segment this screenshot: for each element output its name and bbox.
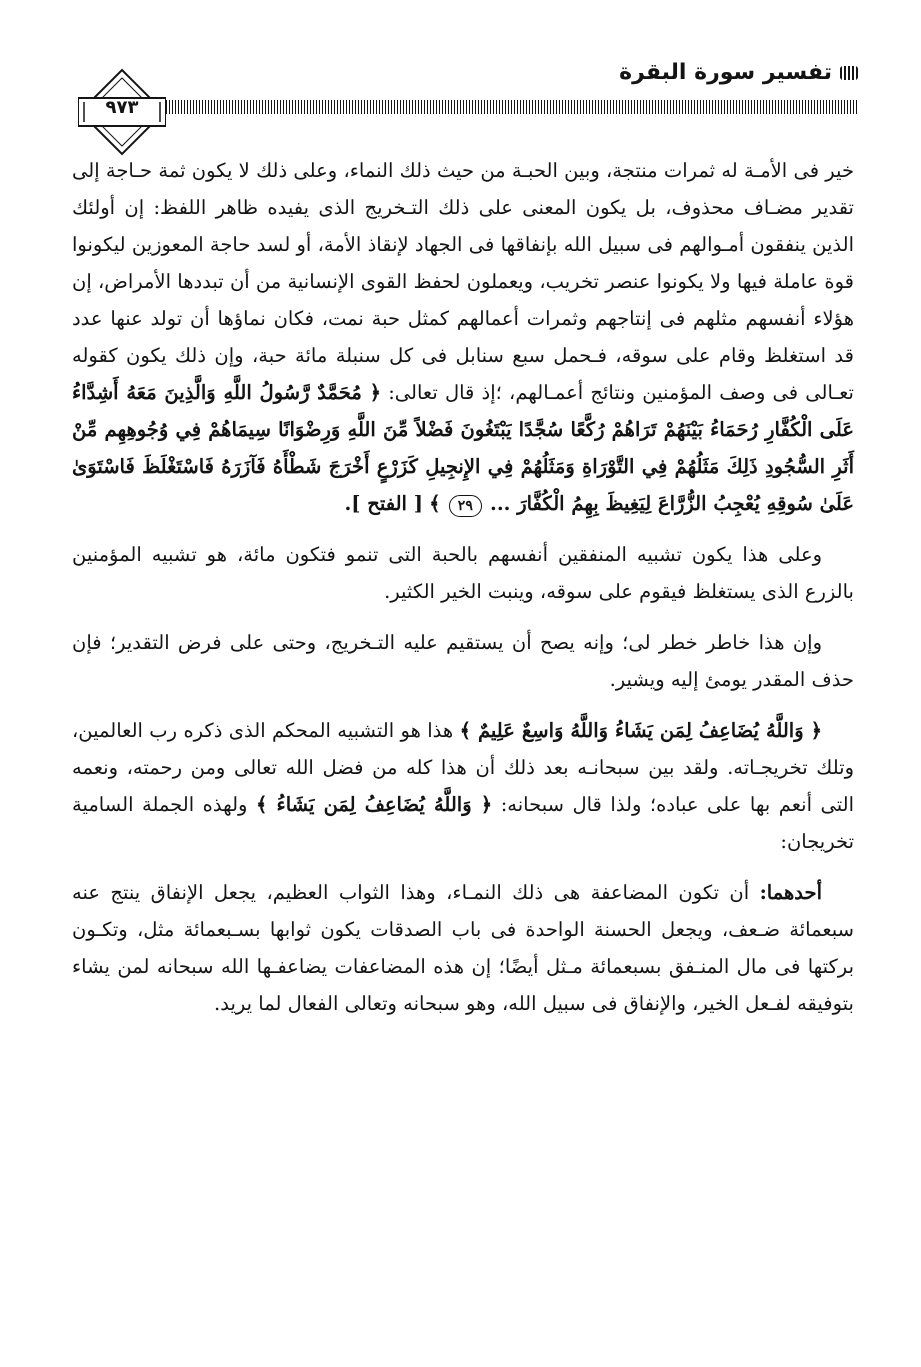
paragraph-5 bbox=[72, 874, 854, 1022]
p1-text: خير فى الأمـة له ثمرات منتجة، وبين الحبـة من حيث ذلك النماء، وعلى ذلك لا يكون ثمة حـاجة إلى تقدير مضـاف محذوف، بل يكون المعنى على ذلك التـخريج الذى يفيده ظاهر اللفظ: إن أولئك الذين ينفقون أمـوالهم فى سبيل الله بإنفاقها فى الجهاد لإنقاذ الأمة، أو لسد حاجة المعوزين ليكونوا قوة عاملة فيها ولا يكونوا عنصر تخريب، ويعملون لحفظ القوى الإنسانية من أن تبددها الأمراض، إن هؤلاء أنفسهم مثلهم فى إنتاجهم وثمرات أعمالهم كمثل حبة نمت، فكان نماؤها أن تولد عنها عدد قد استغلظ وقام على سوقه، فـحمل سبع سنابل فى كل سنبلة مائة حبة، وإن ذلك يكون كقوله تعـالى فى وصف المؤمنين ونتائج أعمـالهم، ؛إذ قال تعالى: bbox=[72, 159, 854, 404]
quran-verse-short: ﴿ وَاللَّهُ يُضَاعِفُ لِمَن يَشَاءُ ﴾ bbox=[255, 793, 493, 816]
p4-text: هذا هو التشبيه المحكم الذى ذكره رب العالمين، وتلك تخريجـاته. ولقد بين سبحانـه بعد ذلك أن هذا كله من فضل الله تعالى ومن رحمته، ونعمه التى أنعم بها على عباده؛ ولذا قال سبحانه: bbox=[72, 719, 855, 816]
running-title-text: تفسير سورة البقرة bbox=[619, 60, 832, 85]
header-rule bbox=[160, 100, 858, 114]
paragraph-4 bbox=[72, 712, 854, 860]
page-number-badge bbox=[78, 68, 166, 156]
surah-reference: [ الفتح ]. bbox=[344, 492, 423, 515]
paragraph-lead: أحدهما: bbox=[759, 881, 822, 904]
paragraph-1 bbox=[72, 152, 854, 522]
page-body bbox=[72, 152, 854, 1036]
quran-close-bracket: ﴾ bbox=[429, 492, 441, 515]
ornament-bullet-icon bbox=[840, 66, 858, 80]
page-header bbox=[68, 58, 858, 156]
paragraph-2: وعلى هذا يكون تشبيه المنفقين أنفسهم بالحبة التى تنمو فتكون مائة، هو تشبيه المؤمنين بالزرع الذى يستغلظ فيقوم على سوقه، وينبت الخير الكثير. bbox=[72, 543, 854, 603]
verse-number-badge: ٢٩ bbox=[449, 495, 482, 517]
p5-text: أن تكون المضاعفة هى ذلك النمـاء، وهذا الثواب العظيم، يجعل الإنفاق ينتج عنه سبعمائة ضـعف، ويجعل الحسنة الواحدة فى باب الصدقات يكون ثوابها بسـبعمائة مثل، وتكـون بركتها فى مال المنـفق بسبعمائة مـثل أيضًا؛ إن هذه المضاعفات يضاعفـها الله سبحانه لمن يشاء بتوفيقه لفـعل الخير، والإنفاق فى سبيل الله، وهو سبحانه وتعالى الفعال لما يريد. bbox=[72, 881, 854, 1015]
quran-verse-allah-multiplies: ﴿ وَاللَّهُ يُضَاعِفُ لِمَن يَشَاءُ وَاللَّهُ وَاسِعٌ عَلِيمٌ ﴾ bbox=[459, 719, 823, 742]
p4-text-2: ولهذه الجملة السامية تخريجان: bbox=[72, 793, 854, 853]
page-number: ٩٧٣ bbox=[105, 97, 139, 118]
paragraph-3: وإن هذا خاطر خطر لى؛ وإنه يصح أن يستقيم عليه التـخريج، وحتى على فرض التقدير؛ فإن حذف المقدر يومئ إليه ويشير. bbox=[72, 631, 854, 691]
quran-verse-al-fath: ﴿ مُحَمَّدٌ رَّسُولُ اللَّهِ وَالَّذِينَ مَعَهُ أَشِدَّاءُ عَلَى الْكُفَّارِ رُحَمَاءُ بَيْنَهُمْ تَرَاهُمْ رُكَّعًا سُجَّدًا يَبْتَغُونَ فَضْلاً مِّنَ اللَّهِ وَرِضْوَانًا سِيمَاهُمْ فِي وُجُوهِهِم مِّنْ أَثَرِ السُّجُودِ ذَلِكَ مَثَلُهُمْ فِي التَّوْرَاةِ وَمَثَلُهُمْ فِي الإِنجِيلِ كَزَرْعٍ أَخْرَجَ شَطْأَهُ فَآزَرَهُ فَاسْتَغْلَظَ فَاسْتَوَىٰ عَلَىٰ سُوقِهِ يُعْجِبُ الزُّرَّاعَ لِيَغِيظَ بِهِمُ الْكُفَّارَ ... bbox=[72, 381, 854, 515]
running-title bbox=[619, 60, 858, 85]
